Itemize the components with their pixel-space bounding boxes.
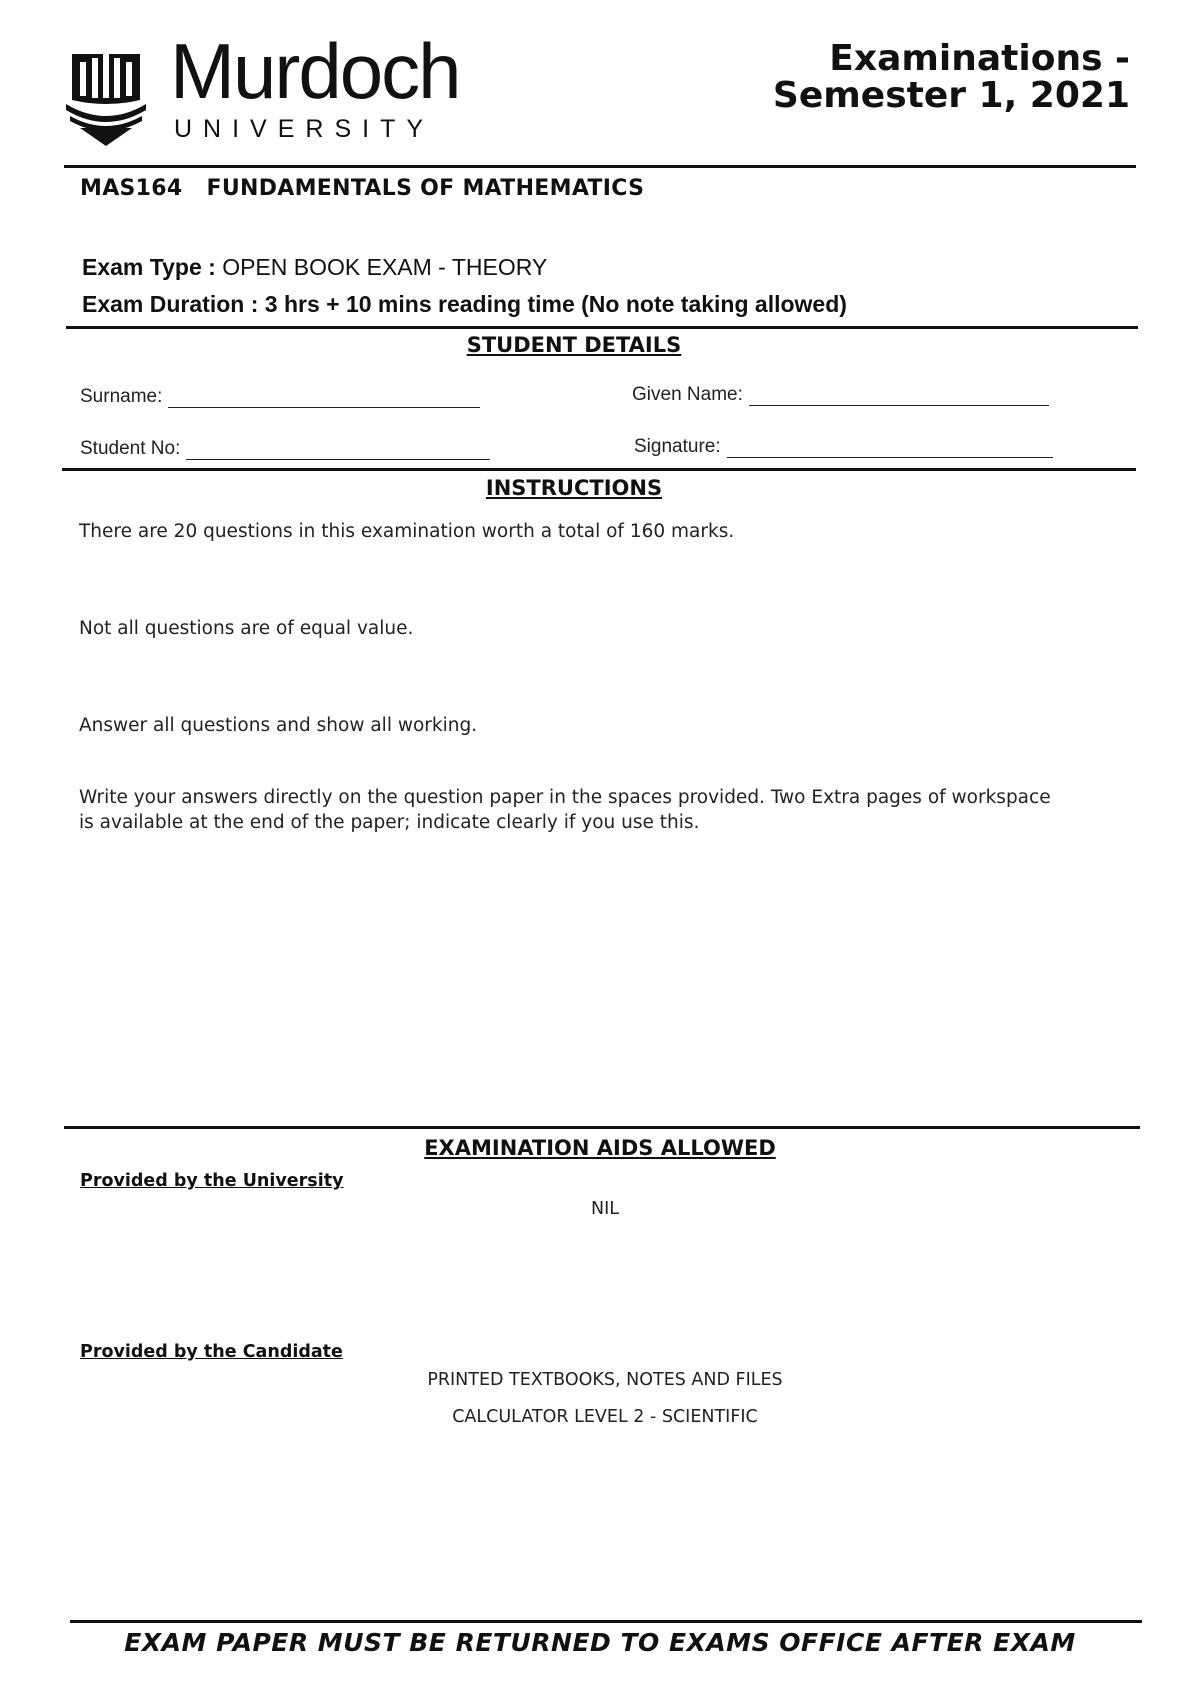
- divider: [64, 1126, 1140, 1129]
- given-name-input-line[interactable]: [749, 387, 1049, 406]
- university-crest-logo: [66, 48, 146, 146]
- return-paper-notice: EXAM PAPER MUST BE RETURNED TO EXAMS OFFICE AFTER EXAM: [124, 1628, 1076, 1657]
- given-name-field[interactable]: [632, 384, 1049, 406]
- university-aid-item: NIL: [590, 1199, 619, 1219]
- signature-label: Signature:: [634, 436, 721, 457]
- surname-label: Surname:: [80, 386, 163, 407]
- candidate-aid-item: PRINTED TEXTBOOKS, NOTES AND FILES: [427, 1370, 783, 1390]
- surname-input-line[interactable]: [168, 389, 480, 408]
- exam-duration-line: [82, 291, 847, 318]
- instruction-item: There are 20 questions in this examination worth a total of 160 marks.: [79, 521, 735, 542]
- student-no-input-line[interactable]: [186, 441, 490, 460]
- divider: [66, 326, 1138, 329]
- candidate-aid-item: CALCULATOR LEVEL 2 - SCIENTIFIC: [452, 1407, 758, 1427]
- exam-type-value: OPEN BOOK EXAM - THEORY: [222, 254, 548, 280]
- given-name-label: Given Name:: [632, 384, 743, 405]
- student-no-field[interactable]: [80, 438, 490, 460]
- university-subtitle: UNIVERSITY: [174, 115, 435, 143]
- student-details-heading: STUDENT DETAILS: [466, 333, 682, 357]
- exam-duration-value: 3 hrs + 10 mins reading time (No note taking allowed): [264, 291, 847, 317]
- exam-title-line-2: Semester 1, 2021: [772, 75, 1130, 116]
- signature-field[interactable]: [634, 436, 1053, 458]
- surname-field[interactable]: [80, 386, 480, 408]
- unit-code: MAS164: [80, 176, 183, 201]
- unit-title: [80, 176, 644, 201]
- examination-aids-heading: EXAMINATION AIDS ALLOWED: [424, 1136, 776, 1160]
- instructions-heading: INSTRUCTIONS: [485, 476, 663, 500]
- instruction-item: Not all questions are of equal value.: [79, 618, 414, 639]
- exam-type-label: Exam Type :: [82, 254, 216, 280]
- university-wordmark: Murdoch: [170, 27, 460, 115]
- instruction-item: Answer all questions and show all working.: [79, 715, 478, 736]
- divider: [70, 1620, 1142, 1623]
- student-no-label: Student No:: [80, 438, 181, 459]
- signature-input-line[interactable]: [727, 439, 1053, 458]
- divider: [64, 165, 1136, 168]
- provided-by-candidate-label: Provided by the Candidate: [80, 1342, 343, 1362]
- exam-duration-label: Exam Duration :: [82, 291, 259, 317]
- provided-by-university-label: Provided by the University: [80, 1171, 344, 1191]
- exam-type-line: [82, 254, 547, 281]
- divider: [62, 468, 1136, 471]
- unit-name: FUNDAMENTALS OF MATHEMATICS: [206, 176, 645, 201]
- exam-period-title: [710, 40, 1130, 114]
- exam-title-line-1: Examinations -: [829, 38, 1130, 79]
- instruction-item: Write your answers directly on the question paper in the spaces provided. Two Extra pages of workspace is available at the end of the paper; indicate clearly if you use this.: [79, 787, 1051, 833]
